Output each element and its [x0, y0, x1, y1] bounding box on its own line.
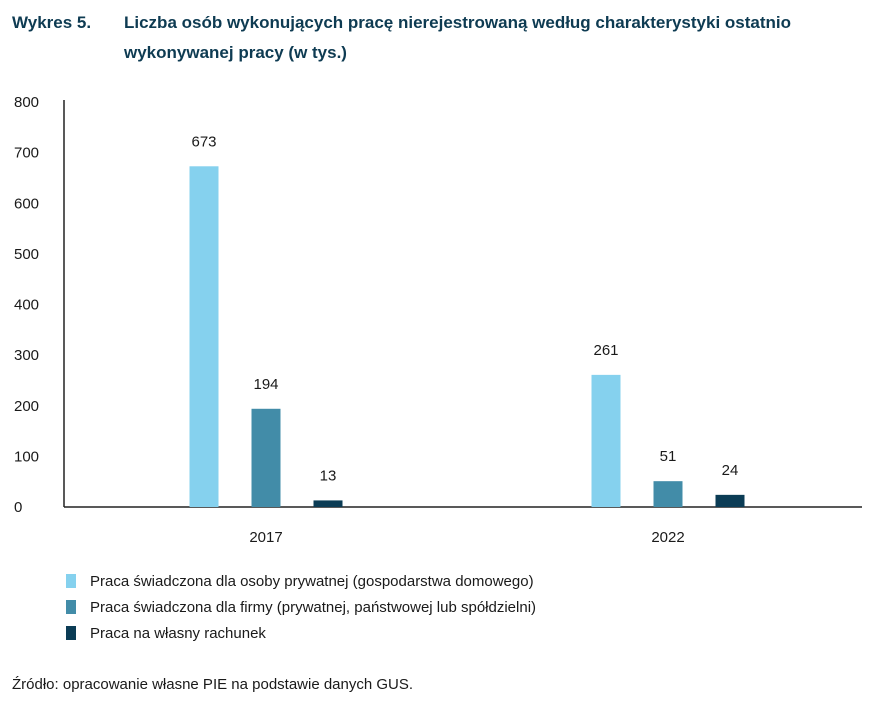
bar [252, 409, 281, 507]
y-tick-label: 100 [14, 448, 40, 466]
y-tick-label: 800 [14, 94, 40, 111]
chart-title-block [12, 8, 862, 68]
y-tick-label: 700 [14, 144, 40, 162]
bar [654, 481, 683, 507]
data-label: 24 [721, 461, 739, 479]
y-tick-label: 500 [14, 245, 40, 263]
source-note: Źródło: opracowanie własne PIE na podstawie danych GUS. [12, 676, 414, 693]
data-label: 13 [319, 467, 337, 485]
legend [66, 568, 536, 646]
bar [716, 495, 745, 507]
bar [592, 375, 621, 507]
legend-label-company: Praca świadczona dla firmy (prywatnej, państwowej lub spółdzielni) [90, 598, 537, 616]
legend-swatch-self-employed [66, 626, 76, 640]
data-label: 261 [593, 341, 619, 359]
legend-label-private: Praca świadczona dla osoby prywatnej (gospodarstwa domowego) [90, 572, 534, 590]
y-tick-label: 200 [14, 397, 40, 415]
legend-label-self-employed: Praca na własny rachunek [90, 624, 266, 642]
data-label: 673 [191, 133, 217, 151]
y-tick-label: 600 [14, 195, 40, 213]
chart-title: Liczba osób wykonujących pracę nierejestrowaną według charakterystyki ostatnio wykonywanej pracy (w tys.) [124, 13, 792, 62]
figure-label: Wykres 5. [12, 13, 92, 32]
data-label: 51 [659, 448, 677, 466]
bar-chart [0, 90, 872, 560]
y-tick-label: 400 [14, 296, 40, 314]
legend-swatch-private [66, 574, 76, 588]
x-tick-label: 2022 [651, 529, 685, 546]
bar [314, 500, 343, 507]
legend-item-private [66, 568, 536, 594]
bar [190, 166, 219, 507]
legend-swatch-company [66, 600, 76, 614]
legend-item-self-employed [66, 620, 536, 646]
data-label: 194 [253, 375, 279, 393]
y-tick-label: 300 [14, 347, 40, 365]
y-tick-label: 0 [14, 499, 23, 516]
x-tick-label: 2017 [249, 529, 283, 546]
legend-item-company [66, 594, 536, 620]
